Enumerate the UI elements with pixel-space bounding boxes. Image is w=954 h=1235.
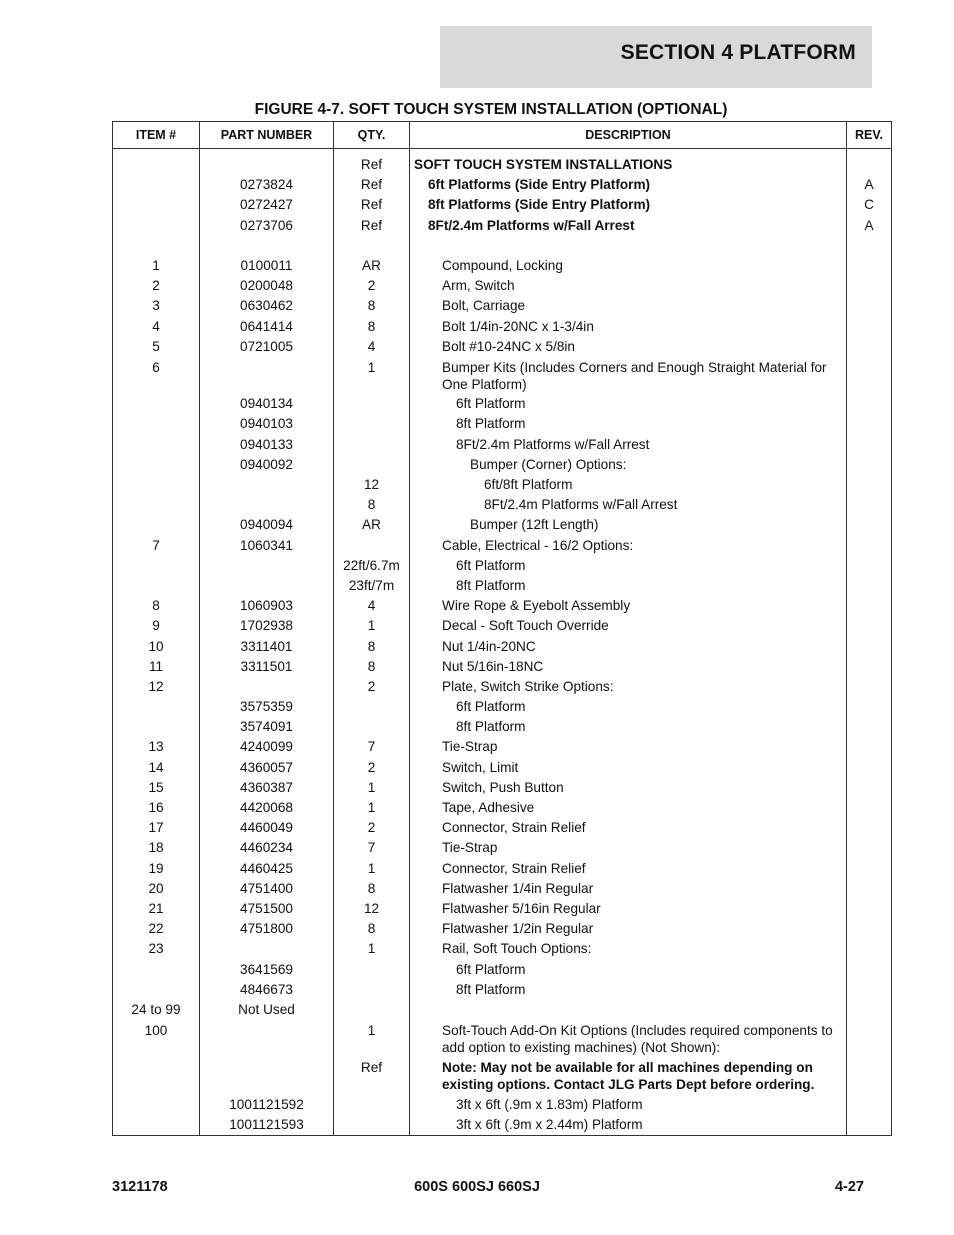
table-cell-part-number: 4460049 xyxy=(240,820,293,836)
table-cell-revision xyxy=(847,276,891,296)
column-header-description: DESCRIPTION xyxy=(410,122,847,149)
table-cell-quantity: 12 xyxy=(363,477,380,493)
table-cell-part-number xyxy=(200,1057,333,1094)
table-cell-quantity: 8 xyxy=(367,318,376,334)
table-cell-description: Tape, Adhesive xyxy=(442,800,535,816)
table-cell-part-number: 4751800 xyxy=(240,921,293,937)
table-cell-revision xyxy=(847,1057,891,1094)
rev-column xyxy=(847,149,892,1136)
table-cell-item-number: 16 xyxy=(148,800,164,816)
table-cell-quantity: AR xyxy=(362,517,381,533)
footer-doc-number: 3121178 xyxy=(112,1179,168,1195)
table-cell-description: 8ft Platform xyxy=(456,981,526,997)
table-cell-item-number xyxy=(113,980,199,1000)
table-cell-description: Compound, Locking xyxy=(442,257,563,273)
table-cell-revision xyxy=(847,435,891,455)
table-cell-quantity: 1 xyxy=(367,359,376,375)
table-cell-description: Decal - Soft Touch Override xyxy=(442,618,609,634)
table-cell-item-number xyxy=(113,394,199,414)
table-cell-item-number xyxy=(113,435,199,455)
table-cell-item-number: 10 xyxy=(148,638,164,654)
table-cell-revision xyxy=(847,596,891,616)
table-cell-item-number: 21 xyxy=(148,900,164,916)
table-cell-part-number: 0940133 xyxy=(240,436,293,452)
table-cell-part-number: 0721005 xyxy=(240,338,293,354)
table-cell-quantity: 2 xyxy=(367,678,376,694)
table-cell-part-number: 0273706 xyxy=(240,217,293,233)
footer-models: 600S 600SJ 660SJ xyxy=(414,1179,540,1195)
table-cell-description: 8Ft/2.4m Platforms w/Fall Arrest xyxy=(456,436,650,452)
table-cell-description: Flatwasher 1/2in Regular xyxy=(442,921,594,937)
table-cell-quantity: 8 xyxy=(367,921,376,937)
table-cell-part-number: 3641569 xyxy=(240,961,293,977)
table-cell-description: 6ft Platform xyxy=(456,961,526,977)
table-cell-quantity xyxy=(334,435,409,455)
table-cell-quantity: 8 xyxy=(367,638,376,654)
table-cell-part-number: 3311401 xyxy=(240,638,293,654)
table-cell-revision xyxy=(847,536,891,556)
table-cell-part-number: 4420068 xyxy=(240,800,293,816)
table-cell-revision xyxy=(847,1020,891,1057)
table-cell-description: Bolt, Carriage xyxy=(442,298,526,314)
table-cell-item-number xyxy=(113,195,199,215)
table-cell-item-number xyxy=(113,576,199,596)
figure-title: FIGURE 4-7. SOFT TOUCH SYSTEM INSTALLATION (OPTIONAL) xyxy=(254,101,728,118)
table-cell-description xyxy=(410,236,846,256)
table-cell-description: Flatwasher 1/4in Regular xyxy=(442,880,594,896)
table-cell-description: Nut 1/4in-20NC xyxy=(442,638,536,654)
table-cell-quantity xyxy=(334,414,409,434)
table-cell-part-number: 0272427 xyxy=(240,197,293,213)
table-cell-quantity: 1 xyxy=(367,779,376,795)
table-cell-item-number: 18 xyxy=(148,840,164,856)
table-cell-quantity: 7 xyxy=(367,840,376,856)
table-cell-item-number xyxy=(113,414,199,434)
table-cell-item-number: 13 xyxy=(148,739,164,755)
table-cell-part-number: 1001121592 xyxy=(229,1096,304,1112)
table-header-row xyxy=(113,122,892,149)
table-cell-description: Plate, Switch Strike Options: xyxy=(442,678,614,694)
table-cell-part-number: 1702938 xyxy=(240,618,293,634)
table-cell-revision xyxy=(847,317,891,337)
table-cell-part-number: 3574091 xyxy=(240,719,293,735)
table-cell-item-number: 20 xyxy=(148,880,164,896)
table-cell-description: Switch, Push Button xyxy=(442,779,564,795)
table-cell-item-number xyxy=(113,155,199,175)
table-cell-revision xyxy=(847,155,891,175)
table-cell-item-number: 15 xyxy=(148,779,164,795)
table-cell-part-number: 3575359 xyxy=(240,699,293,715)
table-cell-quantity: Ref xyxy=(360,157,383,172)
table-cell-revision xyxy=(847,657,891,677)
table-cell-item-number: 4 xyxy=(152,318,160,334)
table-cell-quantity: 1 xyxy=(367,941,376,957)
table-cell-item-number: 14 xyxy=(148,759,164,775)
table-cell-item-number xyxy=(113,515,199,535)
table-cell-description: Tie-Strap xyxy=(442,840,498,856)
table-cell-part-number: 0273824 xyxy=(240,177,293,193)
table-cell-revision xyxy=(847,919,891,939)
table-cell-revision xyxy=(847,818,891,838)
table-cell-revision xyxy=(847,697,891,717)
table-cell-description: Bumper Kits (Includes Corners and Enough Straight Material for One Platform) xyxy=(442,359,827,392)
table-cell-description: Bumper (Corner) Options: xyxy=(470,456,627,472)
table-cell-part-number: 0940103 xyxy=(240,416,293,432)
table-cell-quantity: Ref xyxy=(360,177,383,193)
qty-column xyxy=(334,149,410,1136)
table-cell-item-number xyxy=(113,556,199,576)
table-cell-quantity: 23ft/7m xyxy=(348,577,395,593)
table-cell-revision xyxy=(847,556,891,576)
table-cell-revision xyxy=(847,236,891,256)
table-cell-part-number: 0100011 xyxy=(240,257,293,273)
table-cell-revision xyxy=(847,475,891,495)
table-cell-item-number xyxy=(113,697,199,717)
table-cell-part-number xyxy=(200,576,333,596)
table-cell-item-number: 23 xyxy=(148,941,164,957)
table-cell-revision xyxy=(847,939,891,959)
table-cell-description: 6ft Platforms (Side Entry Platform) xyxy=(428,177,651,193)
table-cell-description: 3ft x 6ft (.9m x 1.83m) Platform xyxy=(456,1096,643,1112)
table-cell-description: SOFT TOUCH SYSTEM INSTALLATIONS xyxy=(414,157,673,172)
table-cell-description: Tie-Strap xyxy=(442,739,498,755)
table-cell-item-number: 22 xyxy=(148,921,164,937)
table-cell-description: 8ft Platforms (Side Entry Platform) xyxy=(428,197,651,213)
table-cell-revision xyxy=(847,414,891,434)
table-cell-revision xyxy=(847,515,891,535)
table-cell-description: Flatwasher 5/16in Regular xyxy=(442,900,601,916)
table-cell-revision xyxy=(847,859,891,879)
table-cell-quantity: 12 xyxy=(363,900,380,916)
table-cell-quantity: 8 xyxy=(367,298,376,314)
table-cell-quantity xyxy=(334,394,409,414)
table-cell-item-number: 24 to 99 xyxy=(131,1001,181,1017)
table-cell-item-number xyxy=(113,475,199,495)
table-cell-revision xyxy=(847,980,891,1000)
section-title: SECTION 4 PLATFORM xyxy=(620,41,856,64)
table-cell-item-number: 11 xyxy=(148,658,164,674)
table-cell-description: 6ft Platform xyxy=(456,557,526,573)
table-cell-part-number xyxy=(200,475,333,495)
table-cell-item-number: 9 xyxy=(152,618,160,634)
table-cell-revision xyxy=(847,960,891,980)
table-cell-item-number: 1 xyxy=(152,257,160,273)
table-cell-quantity xyxy=(334,1095,409,1115)
table-cell-part-number: 0940092 xyxy=(240,456,293,472)
table-cell-quantity xyxy=(334,1000,409,1020)
table-cell-part-number: 0200048 xyxy=(240,278,293,294)
table-cell-item-number xyxy=(113,1095,199,1115)
table-cell-quantity: 8 xyxy=(367,658,376,674)
table-cell-revision xyxy=(847,737,891,757)
parts-table xyxy=(112,121,892,1136)
table-cell-item-number xyxy=(113,960,199,980)
table-cell-part-number: 0940134 xyxy=(240,396,293,412)
table-cell-revision xyxy=(847,1095,891,1115)
table-cell-description: Bumper (12ft Length) xyxy=(470,517,599,533)
table-cell-quantity: 8 xyxy=(367,497,376,513)
table-cell-item-number xyxy=(113,1115,199,1135)
table-cell-item-number: 6 xyxy=(152,359,160,375)
section-banner xyxy=(440,26,872,88)
table-cell-revision xyxy=(847,637,891,657)
table-cell-description: 8ft Platform xyxy=(456,416,526,432)
table-cell-quantity: Ref xyxy=(360,197,383,213)
table-cell-part-number xyxy=(200,357,333,394)
table-cell-part-number: Not Used xyxy=(238,1001,295,1017)
table-body-row xyxy=(113,149,892,1136)
table-cell-item-number xyxy=(113,1057,199,1094)
table-cell-revision xyxy=(847,495,891,515)
table-cell-part-number: 4460234 xyxy=(240,840,293,856)
table-cell-description: 8Ft/2.4m Platforms w/Fall Arrest xyxy=(428,217,635,233)
table-cell-part-number: 0940094 xyxy=(240,517,293,533)
table-cell-part-number: 4846673 xyxy=(240,981,293,997)
table-cell-part-number: 4240099 xyxy=(240,739,293,755)
table-cell-quantity xyxy=(334,1115,409,1135)
table-cell-quantity: 2 xyxy=(367,278,376,294)
table-cell-item-number xyxy=(113,717,199,737)
table-cell-revision xyxy=(847,838,891,858)
table-cell-description: Note: May not be available for all machines depending on existing options. Contact JLG Parts Dept before ordering. xyxy=(442,1060,815,1093)
table-cell-description: Soft-Touch Add-On Kit Options (Includes required components to add option to existing machines) (Not Shown): xyxy=(442,1022,833,1055)
table-cell-quantity: 4 xyxy=(367,338,376,354)
table-cell-description: 8ft Platform xyxy=(456,719,526,735)
table-cell-part-number: 0641414 xyxy=(240,318,293,334)
table-cell-description: Connector, Strain Relief xyxy=(442,820,586,836)
table-cell-revision xyxy=(847,337,891,357)
table-cell-item-number xyxy=(113,236,199,256)
table-cell-quantity xyxy=(334,236,409,256)
table-cell-revision xyxy=(847,616,891,636)
item-column xyxy=(113,149,200,1136)
table-cell-part-number xyxy=(200,495,333,515)
table-cell-description: 8ft Platform xyxy=(456,577,526,593)
table-cell-item-number xyxy=(113,495,199,515)
table-cell-revision: A xyxy=(864,177,874,193)
column-header-qty: QTY. xyxy=(334,122,410,149)
table-cell-part-number xyxy=(200,155,333,175)
table-cell-description: Bolt #10-24NC x 5/8in xyxy=(442,338,575,354)
table-cell-part-number: 4360387 xyxy=(240,779,293,795)
table-cell-quantity: 1 xyxy=(367,800,376,816)
table-cell-description: Arm, Switch xyxy=(442,278,515,294)
table-cell-quantity: AR xyxy=(362,257,381,273)
table-cell-item-number: 8 xyxy=(152,598,160,614)
column-header-item: ITEM # xyxy=(113,122,200,149)
table-cell-part-number: 1060341 xyxy=(240,537,293,553)
table-cell-item-number xyxy=(113,175,199,195)
table-cell-description: 6ft Platform xyxy=(456,396,526,412)
table-cell-description: Switch, Limit xyxy=(442,759,519,775)
table-cell-part-number xyxy=(200,236,333,256)
table-cell-description: Cable, Electrical - 16/2 Options: xyxy=(442,537,634,553)
table-cell-quantity: 7 xyxy=(367,739,376,755)
table-cell-quantity: Ref xyxy=(360,217,383,233)
table-cell-part-number xyxy=(200,556,333,576)
table-cell-part-number: 3311501 xyxy=(240,658,293,674)
table-cell-revision: A xyxy=(864,217,874,233)
table-cell-revision xyxy=(847,1000,891,1020)
table-cell-quantity xyxy=(334,960,409,980)
table-cell-description: 3ft x 6ft (.9m x 2.44m) Platform xyxy=(456,1117,643,1133)
table-cell-part-number xyxy=(200,677,333,697)
table-cell-item-number: 2 xyxy=(152,278,160,294)
table-cell-description xyxy=(410,1000,846,1020)
table-cell-revision xyxy=(847,798,891,818)
table-cell-revision xyxy=(847,455,891,475)
table-cell-description: Connector, Strain Relief xyxy=(442,860,586,876)
table-cell-item-number: 100 xyxy=(144,1022,168,1038)
table-cell-item-number: 19 xyxy=(148,860,164,876)
table-cell-revision xyxy=(847,256,891,276)
table-cell-quantity: Ref xyxy=(360,1060,383,1076)
table-cell-quantity: 1 xyxy=(367,860,376,876)
table-cell-quantity: 8 xyxy=(367,880,376,896)
table-cell-quantity: 2 xyxy=(367,820,376,836)
table-cell-revision xyxy=(847,879,891,899)
table-cell-item-number xyxy=(113,455,199,475)
table-cell-item-number xyxy=(113,216,199,236)
table-cell-quantity xyxy=(334,536,409,556)
table-cell-item-number: 17 xyxy=(148,820,164,836)
table-cell-revision xyxy=(847,758,891,778)
table-cell-description: 6ft/8ft Platform xyxy=(484,477,573,493)
table-cell-description: Wire Rope & Eyebolt Assembly xyxy=(442,598,631,614)
table-cell-quantity: 4 xyxy=(367,598,376,614)
table-cell-description: Nut 5/16in-18NC xyxy=(442,658,544,674)
table-cell-part-number: 0630462 xyxy=(240,298,293,314)
table-cell-part-number: 4751500 xyxy=(240,900,293,916)
table-cell-item-number: 12 xyxy=(148,678,164,694)
table-cell-part-number xyxy=(200,939,333,959)
description-column xyxy=(410,149,847,1136)
table-cell-revision xyxy=(847,394,891,414)
table-cell-revision: C xyxy=(864,197,874,213)
table-cell-description: Rail, Soft Touch Options: xyxy=(442,941,592,957)
table-cell-description: 8Ft/2.4m Platforms w/Fall Arrest xyxy=(484,497,678,513)
table-cell-revision xyxy=(847,296,891,316)
table-cell-part-number: 4460425 xyxy=(240,860,293,876)
table-cell-quantity: 1 xyxy=(367,1022,376,1038)
table-cell-part-number: 1060903 xyxy=(240,598,293,614)
table-cell-part-number: 1001121593 xyxy=(229,1117,304,1133)
table-cell-revision xyxy=(847,1115,891,1135)
table-cell-item-number: 7 xyxy=(152,537,160,553)
table-cell-description: Bolt 1/4in-20NC x 1-3/4in xyxy=(442,318,594,334)
table-cell-quantity xyxy=(334,717,409,737)
column-header-part-number: PART NUMBER xyxy=(200,122,334,149)
column-header-rev: REV. xyxy=(847,122,892,149)
table-cell-quantity xyxy=(334,697,409,717)
table-cell-revision xyxy=(847,357,891,394)
table-cell-quantity xyxy=(334,455,409,475)
table-cell-quantity: 22ft/6.7m xyxy=(343,557,400,573)
table-cell-revision xyxy=(847,899,891,919)
table-cell-revision xyxy=(847,778,891,798)
part-number-column xyxy=(200,149,334,1136)
footer-page-number: 4-27 xyxy=(834,1179,864,1195)
table-cell-revision xyxy=(847,717,891,737)
table-cell-quantity: 1 xyxy=(367,618,376,634)
table-cell-revision xyxy=(847,576,891,596)
table-cell-quantity xyxy=(334,980,409,1000)
table-cell-item-number: 3 xyxy=(152,298,160,314)
table-cell-quantity: 2 xyxy=(367,759,376,775)
table-cell-part-number xyxy=(200,1020,333,1057)
table-cell-item-number: 5 xyxy=(152,338,160,354)
table-cell-part-number: 4751400 xyxy=(240,880,293,896)
table-cell-part-number: 4360057 xyxy=(240,759,293,775)
table-cell-revision xyxy=(847,677,891,697)
table-cell-description: 6ft Platform xyxy=(456,699,526,715)
